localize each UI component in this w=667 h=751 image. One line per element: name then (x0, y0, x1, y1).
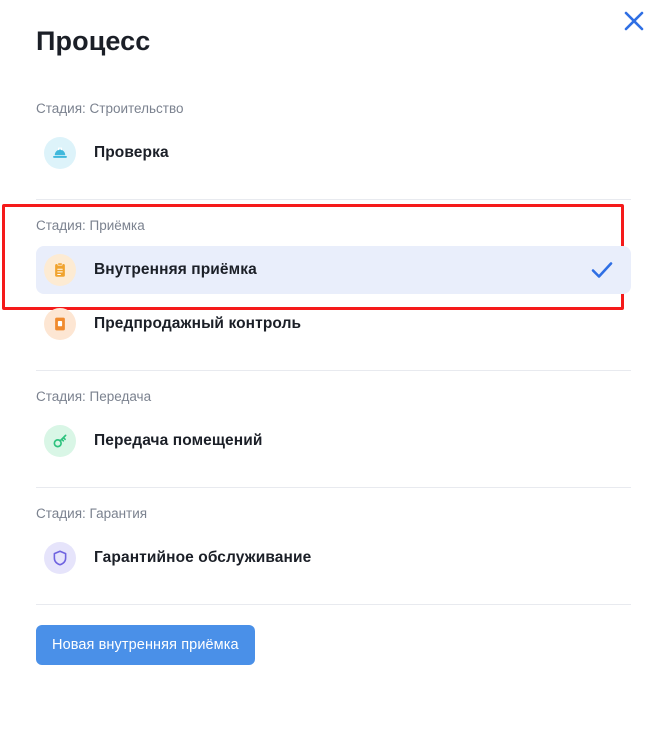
stage-group-warranty (36, 506, 631, 582)
stage-list (0, 101, 667, 665)
stage-label: Стадия: Приёмка (36, 218, 145, 233)
page-title: Процесс (36, 26, 151, 56)
stage-group-construction (36, 101, 631, 177)
list-item-label: Предпродажный контроль (94, 315, 302, 332)
list-item-label: Передача помещений (94, 432, 263, 449)
list-item-proverka[interactable] (36, 129, 631, 177)
list-item-handover-premises[interactable] (36, 417, 631, 465)
list-item-warranty-service[interactable] (36, 534, 631, 582)
check-glyph (591, 261, 613, 279)
list-item-presale-control[interactable] (36, 300, 631, 348)
footer (36, 625, 631, 665)
divider (36, 487, 631, 488)
close-glyph (623, 10, 645, 32)
shield-glyph (51, 549, 69, 567)
helmet-icon (44, 137, 76, 169)
stage-label: Стадия: Передача (36, 389, 152, 404)
list-item-internal-acceptance[interactable] (36, 246, 631, 294)
key-glyph (51, 432, 69, 450)
shield-icon (44, 542, 76, 574)
stage-label: Стадия: Гарантия (36, 506, 148, 521)
clipboard-icon (44, 254, 76, 286)
key-icon (44, 425, 76, 457)
list-item-label: Проверка (94, 144, 169, 161)
list-item-label: Гарантийное обслуживание (94, 549, 312, 566)
document-icon (44, 308, 76, 340)
document-glyph (51, 315, 69, 333)
helmet-glyph (51, 144, 69, 162)
stage-group-acceptance (36, 218, 631, 348)
divider (36, 370, 631, 371)
list-item-label: Внутренняя приёмка (94, 261, 257, 278)
stage-group-handover (36, 389, 631, 465)
new-internal-acceptance-button[interactable]: Новая внутренняя приёмка (36, 625, 255, 665)
clipboard-glyph (51, 261, 69, 279)
divider (36, 604, 631, 605)
check-icon (591, 261, 613, 279)
close-icon[interactable] (617, 4, 651, 38)
stage-label: Стадия: Строительство (36, 101, 184, 116)
divider (36, 199, 631, 200)
